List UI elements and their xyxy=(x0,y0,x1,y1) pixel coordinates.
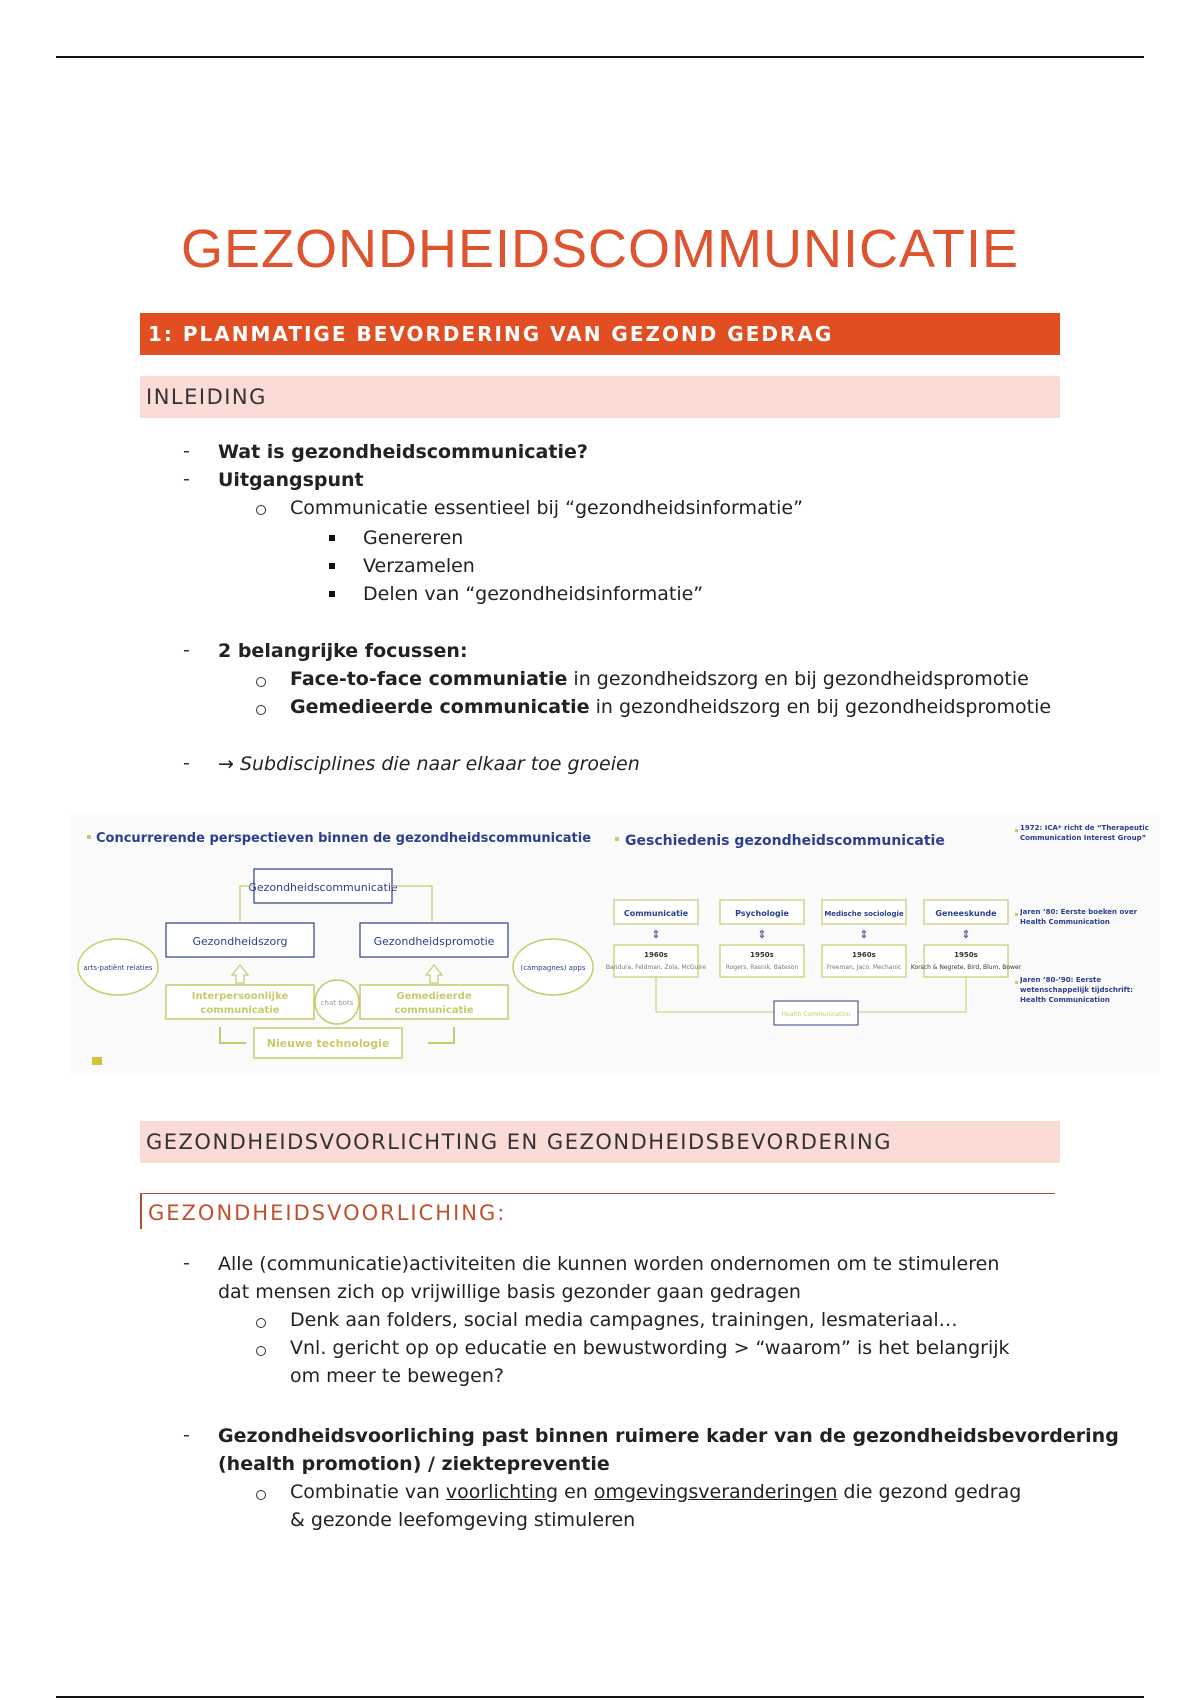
note-marker xyxy=(1015,981,1018,984)
double-arrow-icon: ⇕ xyxy=(757,928,767,941)
bullet-circle xyxy=(256,1346,266,1356)
double-arrow-icon: ⇕ xyxy=(651,928,661,941)
column-names: Freeman, Jaco, Mechanic xyxy=(826,964,902,971)
column-body-box xyxy=(720,945,804,977)
history-column xyxy=(911,900,1022,977)
list-item: Verzamelen xyxy=(363,555,475,577)
conclusion-text: → Subdisciplines die naar elkaar toe groeien xyxy=(218,753,640,775)
figure-svg xyxy=(70,815,1160,1075)
left-oval-label: arts-patiënt relaties xyxy=(83,964,153,972)
connector-line xyxy=(656,977,774,1012)
note-wrapper xyxy=(1020,975,1158,1035)
column-names: Rogers, Rasnik, Bateson xyxy=(725,964,799,971)
top-rule xyxy=(56,56,1144,58)
list-item: Genereren xyxy=(363,527,464,549)
column-head: Geneeskunde xyxy=(935,909,997,918)
center-box-label: Health Communication xyxy=(781,1011,851,1018)
bullet-dash: - xyxy=(183,468,190,490)
bullet-circle xyxy=(256,705,266,715)
connector-line xyxy=(392,886,432,922)
top-box-label: Gezondheidscommunicatie xyxy=(248,881,398,894)
sub-point: om meer te bewegen? xyxy=(290,1365,504,1387)
center-circle-label: chat bots xyxy=(320,999,354,1007)
bullet-square xyxy=(329,563,335,569)
focus-label: 2 belangrijke focussen: xyxy=(218,640,468,662)
uitgangspunt-text: Uitgangspunt xyxy=(218,469,364,491)
focus-item: Face-to-face communiatie in gezondheidszorg en bij gezondheidspromotie xyxy=(290,668,1029,690)
column-names: Bandura, Feldman, Zola, McGuire xyxy=(605,964,707,971)
figure-left-title: Concurrerende perspectieven binnen de gezondheidscommunicatie xyxy=(96,831,592,846)
bullet-dash: - xyxy=(183,1424,190,1446)
connector-line xyxy=(858,977,966,1012)
note-wrapper xyxy=(1020,823,1158,903)
bullet-dash: - xyxy=(183,1252,190,1274)
history-column xyxy=(720,900,804,977)
history-note: Jaren ’80: Eerste boeken over Health Communication xyxy=(1020,908,1138,926)
subsection-heading: GEZONDHEIDSVOORLICHING: xyxy=(140,1193,1055,1229)
question-text: Wat is gezondheidscommunicatie? xyxy=(218,441,588,463)
history-notes xyxy=(1015,823,1158,1035)
double-arrow-icon: ⇕ xyxy=(961,928,971,941)
column-head: Medische sociologie xyxy=(824,910,904,918)
chapter-heading: 1: PLANMATIGE BEVORDERING VAN GEZOND GEDRAG xyxy=(140,313,1060,355)
page-title: GEZONDHEIDSCOMMUNICATIE xyxy=(180,219,1019,279)
history-note: Jaren ’80-’90: Eerste wetenschappelijk tijdschrift: Health Communication xyxy=(1020,976,1133,1004)
bottom-center-label: Nieuwe technologie xyxy=(266,1037,390,1050)
bullet-square xyxy=(329,591,335,597)
history-column xyxy=(822,900,906,977)
column-year: 1950s xyxy=(954,951,978,959)
bottom-rule xyxy=(56,1696,1144,1698)
title-marker-right xyxy=(615,837,619,841)
bullet-circle xyxy=(256,1318,266,1328)
sub-point: Vnl. gericht op op educatie en bewustwording > “waarom” is het belangrijk xyxy=(290,1337,1010,1359)
up-arrow-icon xyxy=(232,965,248,983)
sub-point: & gezonde leefomgeving stimuleren xyxy=(290,1509,636,1531)
bullet-circle xyxy=(256,677,266,687)
curved-arrow-icon xyxy=(220,1027,246,1043)
bullet-circle xyxy=(256,1490,266,1500)
bottom-right-label: Gemedieerde communicatie xyxy=(394,991,474,1016)
sub-point: Communicatie essentieel bij “gezondheidsinformatie” xyxy=(290,497,803,519)
figure-right-title: Geschiedenis gezondheidscommunicatie xyxy=(625,833,945,849)
history-note: 1972: ICA* richt de “Therapeutic Communication Interest Group” xyxy=(1020,824,1149,842)
bullet-dash: - xyxy=(183,440,190,462)
paragraph-line: (health promotion) / ziektepreventie xyxy=(218,1453,610,1475)
note-marker xyxy=(1015,913,1018,916)
column-year: 1960s xyxy=(644,951,668,959)
up-arrow-icon xyxy=(426,965,442,983)
logo-icon xyxy=(92,1057,102,1065)
right-oval-label: (campagnes) apps xyxy=(520,964,586,972)
column-body-box xyxy=(822,945,906,977)
section-heading-inleiding: INLEIDING xyxy=(140,376,1060,418)
sub-point: Denk aan folders, social media campagnes, trainingen, lesmateriaal… xyxy=(290,1309,958,1331)
column-year: 1960s xyxy=(852,951,876,959)
column-names: Korsch & Negrete, Bird, Blum, Bower xyxy=(910,964,1022,971)
focus-item: Gemedieerde communicatie in gezondheidszorg en bij gezondheidspromotie xyxy=(290,696,1052,718)
list-item: Delen van “gezondheidsinformatie” xyxy=(363,583,704,605)
note-marker xyxy=(1015,829,1018,832)
left-box-label: Gezondheidszorg xyxy=(192,935,288,948)
bullet-circle xyxy=(256,505,266,515)
sub-point: Combinatie van voorlichting en omgevingsveranderingen die gezond gedrag xyxy=(290,1481,1022,1503)
paragraph-line: dat mensen zich op vrijwillige basis gezonder gaan gedragen xyxy=(218,1281,801,1303)
column-head: Communicatie xyxy=(623,909,689,918)
paragraph-line: Gezondheidsvoorliching past binnen ruimere kader van de gezondheidsbevordering xyxy=(218,1425,1119,1447)
bullet-dash: - xyxy=(183,752,190,774)
paragraph-line: Alle (communicatie)activiteiten die kunnen worden ondernomen om te stimuleren xyxy=(218,1253,1000,1275)
bullet-square xyxy=(329,535,335,541)
column-year: 1950s xyxy=(750,951,774,959)
embedded-figure xyxy=(70,815,1160,1075)
column-body-box xyxy=(614,945,698,977)
bullet-dash: - xyxy=(183,639,190,661)
section-heading-voorlichting: GEZONDHEIDSVOORLICHTING EN GEZONDHEIDSBEVORDERING xyxy=(140,1121,1060,1163)
column-body-box xyxy=(924,945,1008,977)
double-arrow-icon: ⇕ xyxy=(859,928,869,941)
history-column xyxy=(606,900,706,977)
note-wrapper xyxy=(1020,907,1158,967)
bottom-left-label: Interpersoonlijke communicatie xyxy=(191,991,289,1016)
right-box-label: Gezondheidspromotie xyxy=(373,935,495,948)
curved-arrow-icon xyxy=(428,1027,454,1043)
title-marker-left xyxy=(87,835,91,839)
column-head: Psychologie xyxy=(735,909,789,918)
